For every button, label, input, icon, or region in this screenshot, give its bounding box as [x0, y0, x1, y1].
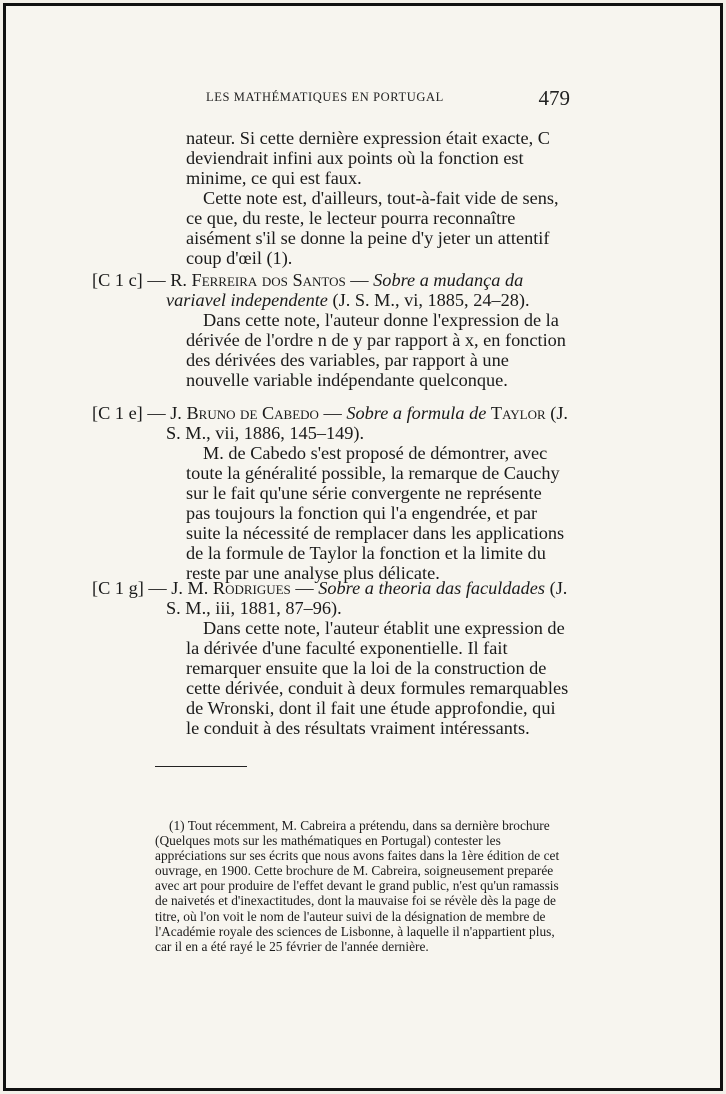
- paragraph: nateur. Si cette dernière expression était exacte, C deviendrait infini aux points où la fonction est minime, ce qui est faux.: [186, 128, 550, 188]
- author-name: Ferreira dos Santos: [191, 270, 346, 290]
- continuation-text: [186, 128, 570, 268]
- page-header: [180, 86, 580, 110]
- classification-code: [C 1 c]: [92, 270, 143, 290]
- entry-summary: M. de Cabedo s'est proposé de démontrer, avec toute la généralité possible, la remarque de Cauchy sur le fait qu'une série convergente ne représente pas toujours la fonction qui l'a engendrée, et par suite la nécessité de remplacer dans les applications de la formule de Taylor la fonction et la limite du reste par une analyse plus délicate.: [186, 443, 565, 583]
- work-title-name: Taylor: [490, 403, 546, 423]
- citation: (J. S. M., iii, 1881, 87–96).: [166, 578, 568, 618]
- classification-code: [C 1 e]: [92, 403, 143, 423]
- entry-summary: Dans cette note, l'auteur donne l'expression de la dérivée de l'ordre n de y par rapport à x, en fonction des dérivées des variables, par rapport à une nouvelle variable indépendante quelconque.: [186, 310, 566, 390]
- citation: (J. S. M., vii, 1886, 145–149).: [166, 403, 569, 443]
- entry-heading: [C 1 c] — R. Ferreira dos Santos — Sobre a mudança da variavel independente (J. S. M., vi, 1885, 24–28).: [92, 270, 530, 310]
- bibliography-entry: [92, 403, 570, 583]
- author-name: Rodrigues: [212, 578, 291, 598]
- classification-code: [C 1 g]: [92, 578, 144, 598]
- bibliography-entry: [92, 270, 570, 390]
- bibliography-entry: [92, 578, 570, 738]
- footnote-marker: (1): [169, 818, 185, 833]
- footnote-separator: [155, 766, 247, 767]
- entry-heading: [C 1 e] — J. Bruno de Cabedo — Sobre a formula de Taylor (J. S. M., vii, 1886, 145–149).: [92, 403, 569, 443]
- running-title: LES MATHÉMATIQUES EN PORTUGAL: [206, 90, 444, 104]
- author-name: Bruno de Cabedo: [186, 403, 319, 423]
- page-number: 479: [538, 86, 570, 110]
- work-title: Sobre a formula de: [346, 403, 487, 423]
- work-title: Sobre a theoria das faculdades: [318, 578, 546, 598]
- entry-heading: [C 1 g] — J. M. Rodrigues — Sobre a theoria das faculdades (J. S. M., iii, 1881, 87–96).: [92, 578, 568, 618]
- citation: (J. S. M., vi, 1885, 24–28).: [332, 290, 530, 310]
- entry-summary: Dans cette note, l'auteur établit une expression de la dérivée d'une faculté exponentielle. Il fait remarquer ensuite que la loi de la construction de cette dérivée, conduit à deux formules remarquables de Wronski, dont il fait une étude approfondie, qui le conduit à des résultats vraiment intéressants.: [186, 618, 569, 738]
- author-initial: J.: [170, 403, 187, 423]
- work-title: Sobre a mudança da variavel independente: [166, 270, 524, 310]
- paragraph: Cette note est, d'ailleurs, tout-à-fait vide de sens, ce que, du reste, le lecteur pourra reconnaître aisément s'il se donne la peine d'y jeter un attentif coup d'œil (1).: [186, 188, 559, 268]
- author-initial: J. M.: [171, 578, 213, 598]
- footnote-text: Tout récemment, M. Cabreira a prétendu, dans sa dernière brochure (Quelques mots sur les mathématiques en Portugal) contester les appréciations sur ses écrits que nous avons faites dans la 1ère édition de cet ouvrage, en 1900. Cette brochure de M. Cabreira, soigneusement preparée avec art pour produire de l'effet devant le grand public, n'est qu'un ramassis de naivetés et d'inexactitudes, dont la mauvaise foi se révèle dès la page de titre, où l'on voit le nom de l'auteur suivi de la désignation de membre de l'Académie royale des sciences de Lisbonne, à laquelle il n'appartient plus, car il en a été rayé le 25 février de l'année dernière.: [155, 818, 560, 954]
- author-initial: R.: [170, 270, 192, 290]
- footnote: [155, 818, 572, 954]
